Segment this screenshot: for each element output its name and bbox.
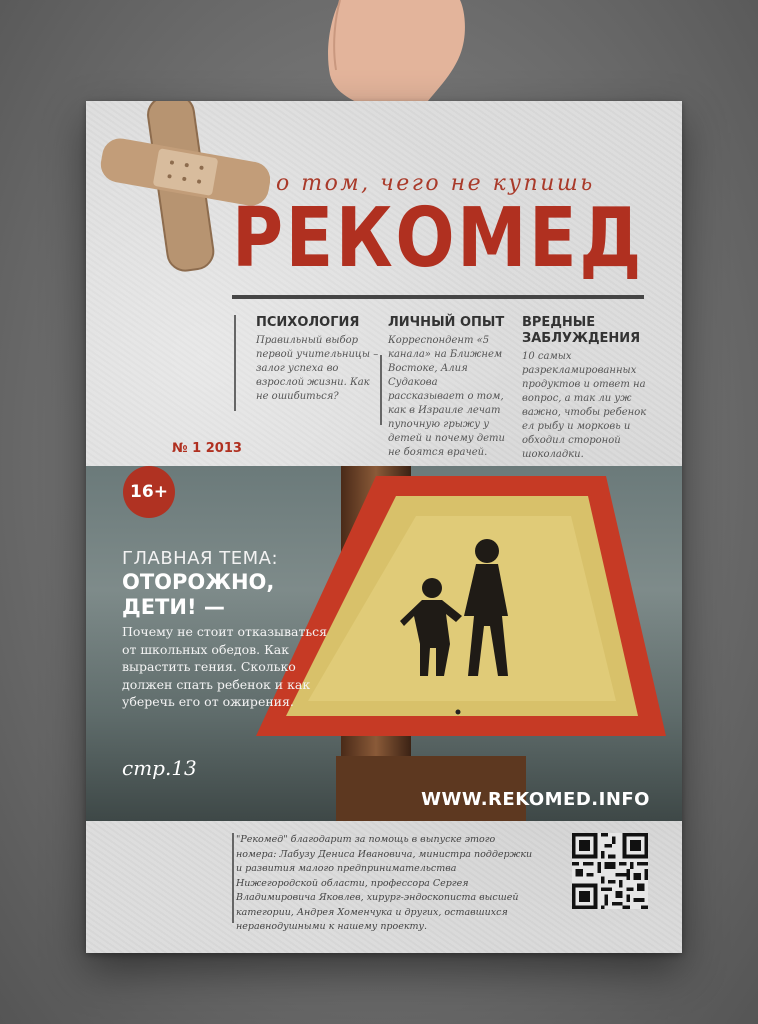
column-divider bbox=[380, 355, 382, 425]
poster bbox=[86, 101, 682, 953]
thanks-divider bbox=[232, 833, 234, 923]
column-text: 10 самых разрекламированных продуктов и ответ на вопрос, а так ли уж важно, чтобы ребенок ел рыбу и морковь и обходил стороной шоколадки. bbox=[522, 351, 647, 460]
website-url: WWW.REKOMED.INFO bbox=[421, 789, 650, 810]
column-text: Правильный выбор первой учительницы – залог успеха во взрослой жизни. Как не ошибиться? bbox=[256, 335, 379, 402]
thanks-text: "Рекомед" благодарит за помощь в выпуске этого номера: Лабузу Дениса Ивановича, министра поддержки и развития малого предпринимательства Нижегородской области, профессора Сергея Владимировича Яковлев, хирург-эндоскописта высшей категории, Андрея Хоменчука и других, оставшихся неравнодушными к нашему проекту. bbox=[236, 834, 533, 932]
main-topic-title: ОТОРОЖНО, ДЕТИ! — bbox=[122, 570, 275, 619]
column-divider bbox=[234, 315, 236, 411]
issue-number: № 1 2013 bbox=[172, 441, 242, 456]
column-psychology bbox=[256, 315, 380, 404]
column-heading: ВРЕДНЫЕ ЗАБЛУЖДЕНИЯ bbox=[522, 315, 641, 346]
age-rating-badge: 16+ bbox=[123, 466, 175, 518]
main-topic-page: стр.13 bbox=[122, 756, 197, 780]
column-personal-experience bbox=[388, 315, 514, 460]
column-heading: ЛИЧНЫЙ ОПЫТ bbox=[388, 315, 505, 330]
masthead-title: РЕКОМЕД bbox=[232, 191, 644, 286]
qr-code-icon bbox=[572, 833, 648, 909]
column-text: Корреспондент «5 канала» на Ближнем Востоке, Алия Судакова рассказывает о том, как в Израиле лечат пупочную грыжу у детей и почему дети не боятся врачей. bbox=[388, 335, 505, 458]
main-topic-description: Почему не стоит отказываться от школьных обедов. Как вырастить гения. Сколько должен спать ребенок и как уберечь его от ожирения. bbox=[122, 624, 328, 709]
column-heading: ПСИХОЛОГИЯ bbox=[256, 315, 360, 330]
column-myths bbox=[522, 315, 654, 462]
tagline: о том, чего не купишь bbox=[276, 171, 595, 196]
masthead-rule bbox=[232, 295, 644, 299]
main-topic-label: ГЛАВНАЯ ТЕМА: bbox=[122, 548, 279, 569]
cover-photo bbox=[86, 466, 682, 821]
